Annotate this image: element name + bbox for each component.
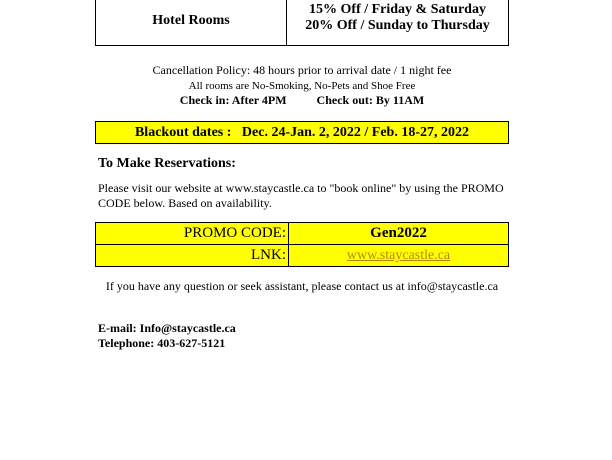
rates-label: Hotel Rooms	[96, 0, 287, 46]
discount-weekday: 20% Off / Sunday to Thursday	[305, 18, 490, 33]
discount-weekend: 15% Off / Friday & Saturday	[309, 2, 486, 17]
link-cell	[289, 245, 509, 267]
rates-table	[95, 0, 509, 46]
contact-phone: Telephone: 403-627-5121	[98, 336, 226, 350]
promo-table	[95, 222, 509, 267]
contact-note: If you have any question or seek assistant, please contact us at info@staycastle.ca	[105, 279, 499, 293]
website-link[interactable]: www.staycastle.ca	[346, 248, 451, 263]
promo-row	[96, 223, 509, 245]
rates-discounts	[287, 0, 509, 46]
cancellation-policy: Cancellation Policy: 48 hours prior to arrival date / 1 night fee	[152, 63, 452, 77]
room-rules: All rooms are No-Smoking, No-Pets and Shoe Free	[188, 80, 416, 92]
check-in: Check in: After 4PM	[179, 93, 287, 107]
link-label: LNK:	[96, 245, 289, 267]
reservations-heading: To Make Reservations:	[98, 156, 236, 171]
promo-code-label: PROMO CODE:	[96, 223, 289, 245]
link-row	[96, 245, 509, 267]
check-out: Check out: By 11AM	[316, 93, 425, 107]
contact-email: E-mail: Info@staycastle.ca	[98, 321, 236, 335]
check-times	[95, 93, 509, 108]
reservations-text: Please visit our website at www.staycastle.ca to "book online" by using the PROMO CODE below. Based on availability.	[98, 181, 504, 210]
promo-code-value: Gen2022	[289, 223, 509, 245]
blackout-dates: Blackout dates : Dec. 24-Jan. 2, 2022 / Feb. 18-27, 2022	[95, 121, 509, 144]
